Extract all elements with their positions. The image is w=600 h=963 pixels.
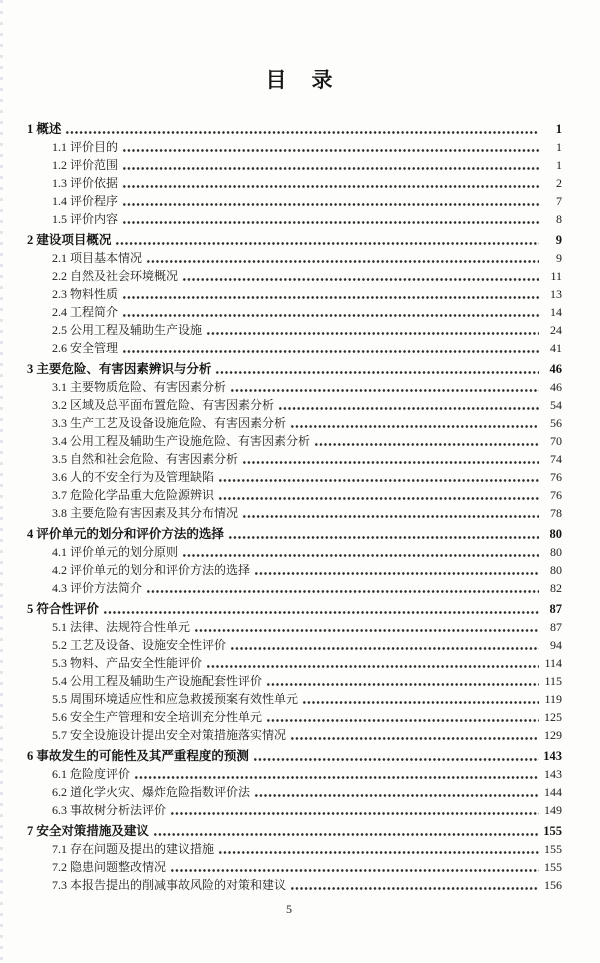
toc-entry-label: 6.2 道化学火灾、爆炸危险指数评价法 xyxy=(52,785,251,799)
toc-entry-label: 1.3 评价依据 xyxy=(52,176,119,190)
toc-entry-label: 6.1 危险度评价 xyxy=(52,767,131,781)
toc-page-number: 7 xyxy=(556,194,562,208)
toc-entry-label: 2.1 项目基本情况 xyxy=(52,251,143,265)
toc-entry xyxy=(27,468,562,486)
dot-leader xyxy=(206,321,539,339)
toc-entry xyxy=(27,285,562,303)
toc-entry xyxy=(27,600,562,618)
toc-page-number: 144 xyxy=(544,785,562,799)
dot-leader xyxy=(65,120,539,138)
dot-leader xyxy=(290,726,539,744)
dot-leader xyxy=(290,876,539,894)
toc-entry xyxy=(27,378,562,396)
toc-entry-label: 2.3 物料性质 xyxy=(52,287,119,301)
toc-entry xyxy=(27,156,562,174)
dot-leader xyxy=(146,579,539,597)
dot-leader xyxy=(122,303,539,321)
dot-leader xyxy=(170,858,539,876)
toc-entry-label: 3.5 自然和社会危险、有害因素分析 xyxy=(52,452,239,466)
toc-page-number: 80 xyxy=(550,563,562,577)
toc-entry xyxy=(27,231,562,249)
toc-entry xyxy=(27,672,562,690)
toc-entry xyxy=(27,636,562,654)
toc-entry xyxy=(27,876,562,894)
toc-entry xyxy=(27,618,562,636)
toc-page-number: 9 xyxy=(556,251,562,265)
dot-leader xyxy=(314,432,539,450)
dot-leader xyxy=(182,267,539,285)
dot-leader xyxy=(134,765,539,783)
dot-leader xyxy=(170,801,539,819)
toc-page-number: 24 xyxy=(550,323,562,337)
toc-page-number: 9 xyxy=(555,233,562,247)
toc-entry-label: 2 建设项目概况 xyxy=(27,233,112,247)
dot-leader xyxy=(215,360,539,378)
toc-page-number: 155 xyxy=(544,842,562,856)
toc-entry-label: 4.3 评价方法简介 xyxy=(52,581,143,595)
toc-entry-label: 1.5 评价内容 xyxy=(52,212,119,226)
toc-page-number: 156 xyxy=(544,878,562,892)
toc-entry-label: 2.2 自然及社会环境概况 xyxy=(52,269,179,283)
dot-leader xyxy=(242,450,539,468)
dot-leader xyxy=(218,840,539,858)
toc-entry-label: 3.7 危险化学品重大危险源辨识 xyxy=(52,488,215,502)
toc-entry xyxy=(27,360,562,378)
toc-page-number: 115 xyxy=(544,674,562,688)
toc-page-number: 94 xyxy=(550,638,562,652)
toc-page-number: 54 xyxy=(550,398,562,412)
toc-entry xyxy=(27,120,562,138)
toc-entry xyxy=(27,525,562,543)
toc-entry-label: 7 安全对策措施及建议 xyxy=(27,824,149,838)
toc-entry xyxy=(27,303,562,321)
dot-leader xyxy=(218,468,539,486)
dot-leader xyxy=(218,486,539,504)
toc-page-number: 149 xyxy=(544,803,562,817)
dot-leader xyxy=(122,285,539,303)
toc-entry xyxy=(27,396,562,414)
toc-entry-label: 5.1 法律、法规符合性单元 xyxy=(52,620,191,634)
dot-leader xyxy=(122,174,539,192)
toc-entry xyxy=(27,138,562,156)
toc-entry xyxy=(27,840,562,858)
dot-leader xyxy=(122,210,539,228)
toc-page-number: 143 xyxy=(543,749,562,763)
toc-entry-label: 6.3 事故树分析法评价 xyxy=(52,803,167,817)
dot-leader xyxy=(290,414,539,432)
dot-leader xyxy=(122,339,539,357)
toc-entry-label: 3.4 公用工程及辅助生产设施危险、有害因素分析 xyxy=(52,434,311,448)
toc-entry-label: 5.5 周围环境适应性和应急救援预案有效性单元 xyxy=(52,692,299,706)
toc-entry-label: 3.1 主要物质危险、有害因素分析 xyxy=(52,380,227,394)
toc-page-number: 76 xyxy=(550,470,562,484)
toc-entry xyxy=(27,432,562,450)
dot-leader xyxy=(122,156,539,174)
toc-entry-label: 4.2 评价单元的划分和评价方法的选择 xyxy=(52,563,251,577)
toc-page-number: 155 xyxy=(544,860,562,874)
toc-entry xyxy=(27,579,562,597)
toc-page-number: 76 xyxy=(550,488,562,502)
toc-page-number: 8 xyxy=(556,212,562,226)
toc-page-number: 2 xyxy=(556,176,562,190)
dot-leader xyxy=(115,231,539,249)
toc-page-number: 46 xyxy=(549,362,562,376)
toc-entry-label: 3 主要危险、有害因素辨识与分析 xyxy=(27,362,212,376)
toc-entry-label: 5.7 安全设施设计提出安全对策措施落实情况 xyxy=(52,728,287,742)
toc-entry xyxy=(27,267,562,285)
dot-leader xyxy=(266,708,539,726)
dot-leader xyxy=(242,504,539,522)
dot-leader xyxy=(228,525,539,543)
toc-page-number: 56 xyxy=(550,416,562,430)
toc-entry-label: 2.4 工程简介 xyxy=(52,305,119,319)
toc-entry xyxy=(27,690,562,708)
toc-entry xyxy=(27,543,562,561)
dot-leader xyxy=(278,396,539,414)
toc-page-number: 46 xyxy=(550,380,562,394)
toc-entry xyxy=(27,174,562,192)
toc-entry xyxy=(27,765,562,783)
toc-page-number: 41 xyxy=(550,341,562,355)
toc-entry-label: 1.2 评价范围 xyxy=(52,158,119,172)
toc-entry-label: 1.1 评价目的 xyxy=(52,140,119,154)
toc-page-number: 125 xyxy=(544,710,562,724)
toc-entry-label: 1 概述 xyxy=(27,122,62,136)
dot-leader xyxy=(122,192,539,210)
toc-entry xyxy=(27,654,562,672)
toc-page-number: 87 xyxy=(550,620,562,634)
toc-entry-label: 2.6 安全管理 xyxy=(52,341,119,355)
toc-page-number: 70 xyxy=(550,434,562,448)
toc-entry xyxy=(27,321,562,339)
toc-entry xyxy=(27,192,562,210)
dot-leader xyxy=(302,690,539,708)
toc-entry xyxy=(27,822,562,840)
toc-entry xyxy=(27,708,562,726)
toc-entry-label: 6 事故发生的可能性及其严重程度的预测 xyxy=(27,749,249,763)
toc-entry xyxy=(27,210,562,228)
toc-entry xyxy=(27,561,562,579)
toc-page-number: 1 xyxy=(555,122,562,136)
dot-leader xyxy=(103,600,539,618)
toc-page-number: 1 xyxy=(556,140,562,154)
toc-page-number: 119 xyxy=(544,692,562,706)
toc-entry-label: 7.2 隐患问题整改情况 xyxy=(52,860,167,874)
toc-page-number: 80 xyxy=(549,527,562,541)
scan-edge-artifact xyxy=(0,0,3,963)
toc-entry-label: 4.1 评价单元的划分原则 xyxy=(52,545,179,559)
toc-list xyxy=(27,120,562,894)
dot-leader xyxy=(254,561,539,579)
dot-leader xyxy=(153,822,539,840)
toc-entry xyxy=(27,801,562,819)
toc-entry xyxy=(27,783,562,801)
toc-entry-label: 3.6 人的不安全行为及管理缺陷 xyxy=(52,470,215,484)
toc-entry-label: 7.1 存在问题及提出的建议措施 xyxy=(52,842,215,856)
toc-entry-label: 3.8 主要危险有害因素及其分布情况 xyxy=(52,506,239,520)
toc-page-number: 13 xyxy=(550,287,562,301)
toc-entry-label: 1.4 评价程序 xyxy=(52,194,119,208)
toc-page-number: 1 xyxy=(556,158,562,172)
toc-entry xyxy=(27,858,562,876)
toc-entry-label: 3.3 生产工艺及设备设施危险、有害因素分析 xyxy=(52,416,287,430)
toc-page-number: 78 xyxy=(550,506,562,520)
toc-entry-label: 5.3 物料、产品安全性能评价 xyxy=(52,656,203,670)
toc-page-number: 80 xyxy=(550,545,562,559)
toc-page-number: 14 xyxy=(550,305,562,319)
toc-page-number: 143 xyxy=(544,767,562,781)
dot-leader xyxy=(206,654,539,672)
toc-entry xyxy=(27,504,562,522)
toc-entry xyxy=(27,249,562,267)
dot-leader xyxy=(266,672,539,690)
toc-entry xyxy=(27,486,562,504)
dot-leader xyxy=(146,249,539,267)
toc-entry xyxy=(27,414,562,432)
toc-entry-label: 5.4 公用工程及辅助生产设施配套性评价 xyxy=(52,674,263,688)
dot-leader xyxy=(253,747,539,765)
dot-leader xyxy=(182,543,539,561)
toc-page-number: 155 xyxy=(543,824,562,838)
toc-page-number: 129 xyxy=(544,728,562,742)
toc-page-number: 74 xyxy=(550,452,562,466)
toc-entry-label: 2.5 公用工程及辅助生产设施 xyxy=(52,323,203,337)
toc-entry xyxy=(27,747,562,765)
dot-leader xyxy=(194,618,539,636)
toc-entry-label: 5.2 工艺及设备、设施安全性评价 xyxy=(52,638,227,652)
toc-page-number: 82 xyxy=(550,581,562,595)
footer-page-number: 5 xyxy=(286,902,292,916)
dot-leader xyxy=(254,783,539,801)
toc-entry-label: 5.6 安全生产管理和安全培训充分性单元 xyxy=(52,710,263,724)
toc-entry xyxy=(27,339,562,357)
toc-entry-label: 3.2 区域及总平面布置危险、有害因素分析 xyxy=(52,398,275,412)
toc-entry-label: 7.3 本报告提出的削减事故风险的对策和建议 xyxy=(52,878,287,892)
toc-entry xyxy=(27,450,562,468)
toc-entry-label: 5 符合性评价 xyxy=(27,602,99,616)
toc-page-number: 114 xyxy=(544,656,562,670)
dot-leader xyxy=(122,138,539,156)
toc-entry-label: 4 评价单元的划分和评价方法的选择 xyxy=(27,527,224,541)
dot-leader xyxy=(230,636,539,654)
toc-title: 目 录 xyxy=(265,68,335,92)
dot-leader xyxy=(230,378,539,396)
toc-entry xyxy=(27,726,562,744)
toc-page-number: 87 xyxy=(549,602,562,616)
toc-page-number: 11 xyxy=(550,269,562,283)
